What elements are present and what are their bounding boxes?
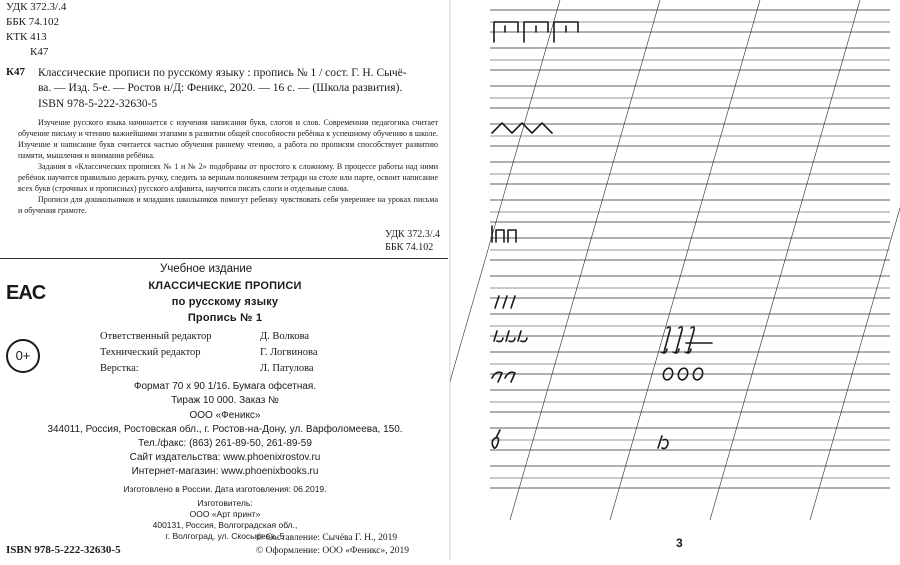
- annotation-paragraph: Задания в «Классических прописях № 1 и № 2» подобраны от простого к сложному. В процессе работы над ними ребёнок научится правильно держать ручку, следить за верным положением тетради на столе или парте, освоит написание всех букв (строчных и прописных) русского алфавита, научится писать слоги и отдельные слова.: [18, 162, 438, 193]
- practice-letter-mark: [658, 436, 668, 449]
- annotation-paragraph: Изучение русского языка начинается с изучения написания букв, слогов и слов. Современная педагогика считает обучение письму и чтению важнейшими этапами в развитии общей способности ребёнка к успешному обучению в школе. Изучение и написание букв считается частью обучения раннему чтению, а работа по прописям способствует развитию памяти, мышления и внимания ребёнка.: [18, 118, 438, 160]
- publisher-site: Сайт издательства: www.phoenixrostov.ru: [129, 452, 321, 463]
- eac-logo: EAC: [6, 282, 46, 304]
- staff-role: Верстка:: [100, 363, 139, 374]
- udk-code-2: УДК 372.3/.4: [385, 229, 440, 240]
- publisher-phone: Тел./факс: (863) 261-89-50, 261-89-59: [138, 438, 312, 449]
- biblio-line-2: ва. — Изд. 5-е. — Ростов н/Д: Феникс, 2020. — 16 с. — (Школа развития).: [38, 82, 403, 94]
- staff-row: [100, 331, 310, 342]
- copyright-design: © Оформление: ООО «Феникс», 2019: [256, 546, 410, 556]
- staff-role: Технический редактор: [100, 347, 201, 358]
- staff-name: Г. Логвинова: [260, 347, 318, 358]
- ruled-practice-sheet: [450, 0, 900, 560]
- udk-code: УДК 372.3/.4: [6, 1, 67, 13]
- publisher-name: ООО «Феникс»: [189, 410, 261, 421]
- manufacturer-address-2: г. Волгоград, ул. Скосырева, 5: [165, 531, 285, 541]
- manufacturer-label: Изготовитель:: [197, 498, 253, 508]
- bbk-code-2: ББК 74.102: [385, 242, 434, 253]
- staff-row: [100, 347, 318, 358]
- age-rating-badge: 0+: [6, 339, 40, 373]
- book-subtitle: по русскому языку: [171, 296, 279, 308]
- manufacturer-name: ООО «Арт принт»: [189, 509, 261, 519]
- format-line: Формат 70 х 90 1/16. Бумага офсетная.: [133, 381, 317, 392]
- publisher-shop: Интернет-магазин: www.phoenixbooks.ru: [131, 466, 319, 477]
- bibliographic-record: [38, 66, 438, 96]
- copyright-compilation: © Составление: Сычёва Г. Н., 2019: [256, 533, 398, 543]
- annotation-paragraph: Прописи для дошкольников и младших школьников помогут ребенку чувствовать себя увереннее на уроках письма и обучения грамоте.: [18, 195, 438, 215]
- imprint-page: [0, 0, 450, 560]
- practice-letter-mark: [492, 430, 500, 448]
- staff-name: Д. Волкова: [260, 331, 310, 342]
- isbn-top: ISBN 978-5-222-32630-5: [38, 98, 158, 110]
- author-mark-code: К47: [30, 46, 49, 58]
- practice-page: [450, 0, 900, 560]
- page-number: 3: [676, 536, 683, 550]
- writing-rules: [490, 10, 890, 488]
- classification-codes-bottom: [385, 228, 440, 254]
- practice-loop-mark: [661, 327, 712, 353]
- biblio-line-1: Классические прописи по русскому языку : пропись № 1 / сост. Г. Н. Сычё-: [38, 67, 407, 79]
- ktk-code: КТК 413: [6, 31, 47, 43]
- edition-type: Учебное издание: [160, 263, 253, 275]
- staff-name: Л. Патулова: [260, 363, 314, 374]
- divider: [0, 258, 448, 259]
- manufacturer-address-1: 400131, Россия, Волгоградская обл.,: [152, 520, 298, 530]
- staff-role: Ответственный редактор: [100, 331, 212, 342]
- book-title: КЛАССИЧЕСКИЕ ПРОПИСИ: [148, 280, 302, 292]
- author-mark: К47: [6, 66, 25, 78]
- book-volume: Пропись № 1: [187, 312, 263, 324]
- print-run-line: Тираж 10 000. Заказ №: [171, 395, 279, 406]
- classification-codes: [6, 0, 66, 60]
- isbn-bottom: ISBN 978-5-222-32630-5: [6, 544, 121, 556]
- made-in-line: Изготовлено в России. Дата изготовления: 06.2019.: [123, 484, 327, 494]
- annotation: [18, 117, 438, 216]
- publisher-address: 344011, Россия, Ростовская обл., г. Ростов-на-Дону, ул. Варфоломеева, 150.: [47, 424, 403, 435]
- staff-row: [100, 363, 314, 374]
- practice-square-mark: [492, 226, 516, 242]
- bbk-code: ББК 74.102: [6, 16, 59, 28]
